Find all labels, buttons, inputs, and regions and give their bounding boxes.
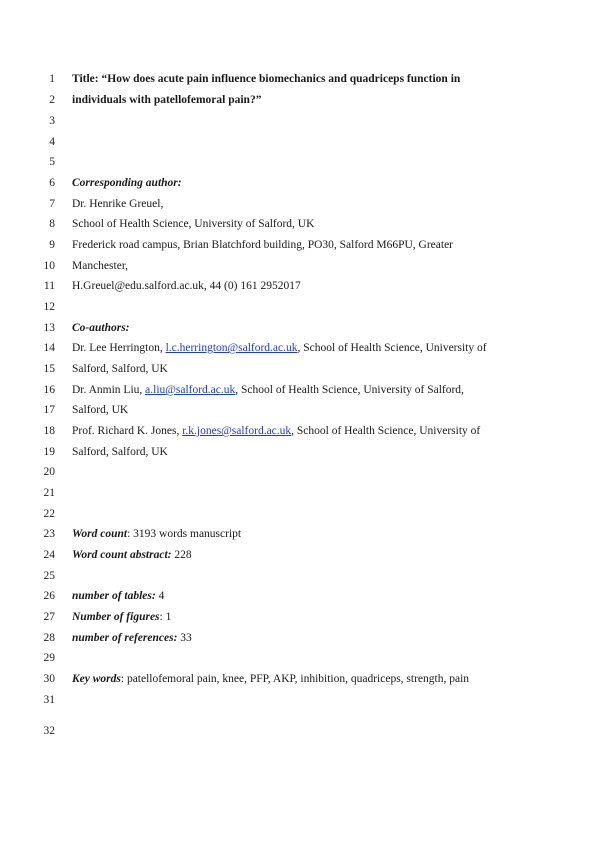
line-number: 12 [43,301,55,313]
line-26 [0,586,595,606]
line-9 [0,235,595,255]
title-label: Title: [72,73,99,85]
line-11 [0,276,595,296]
line-21 [0,483,595,503]
line-15 [0,359,595,379]
line-number: 18 [43,425,55,437]
coauthor-3-email-link[interactable]: r.k.jones@salford.ac.uk [182,425,292,437]
line-number: 25 [43,570,55,582]
coauthor-3-affiliation-cont: Salford, Salford, UK [72,446,168,458]
line-number: 5 [49,156,55,168]
line-4 [0,132,595,152]
line-number: 9 [49,239,55,251]
word-count-label: Word count [72,528,128,540]
line-7 [0,194,595,214]
line-number: 27 [43,611,55,623]
tables-count-label: number of tables: [72,590,156,602]
line-1 [0,69,595,89]
line-number: 29 [43,652,55,664]
line-number: 21 [43,487,55,499]
line-32 [0,721,595,741]
line-number: 31 [43,694,55,706]
line-3 [0,111,595,131]
line-number: 32 [43,725,55,737]
line-8 [0,214,595,234]
line-5 [0,152,595,172]
line-30 [0,669,595,689]
corresponding-address-2: Manchester, [72,260,129,272]
line-number: 19 [43,446,55,458]
line-25 [0,566,595,586]
line-number: 1 [49,73,55,85]
coauthor-2-email-link[interactable]: a.liu@salford.ac.uk [145,384,236,396]
line-number: 6 [49,177,55,189]
line-14 [0,338,595,358]
line-number: 17 [43,404,55,416]
line-28 [0,628,595,648]
line-number: 4 [49,136,55,148]
line-number: 23 [43,528,55,540]
line-12 [0,297,595,317]
line-number: 22 [43,508,55,520]
line-number: 14 [43,342,55,354]
line-22 [0,504,595,524]
keywords-value: : patellofemoral pain, knee, PFP, AKP, inhibition, quadriceps, strength, pain [120,673,470,685]
coauthor-3-affiliation: , School of Health Science, University of [291,425,481,437]
references-count-value: 33 [177,632,192,644]
line-20 [0,462,595,482]
line-23 [0,524,595,544]
coauthor-1-name: Dr. Lee Herrington, [72,342,166,354]
line-number: 8 [49,218,55,230]
coauthor-1-email-link[interactable]: l.c.herrington@salford.ac.uk [165,342,298,354]
coauthors-heading: Co-authors: [72,322,130,334]
line-29 [0,648,595,668]
title-line-1: “How does acute pain influence biomechanics and quadriceps function in [98,73,461,85]
tables-count-value: 4 [155,590,165,602]
coauthor-1-affiliation: , School of Health Science, University of [297,342,487,354]
corresponding-affiliation: School of Health Science, University of Salford, UK [72,218,315,230]
coauthor-2-affiliation-cont: Salford, UK [72,404,129,416]
corresponding-name: Dr. Henrike Greuel, [72,198,164,210]
line-number: 16 [43,384,55,396]
line-number: 2 [49,94,55,106]
line-18 [0,421,595,441]
corresponding-address-1: Frederick road campus, Brian Blatchford building, PO30, Salford M66PU, Greater [72,239,454,251]
coauthor-3-name: Prof. Richard K. Jones, [72,425,183,437]
line-24 [0,545,595,565]
line-number: 26 [43,590,55,602]
line-number: 11 [43,280,55,292]
abstract-count-label: Word count abstract: [72,549,172,561]
line-10 [0,256,595,276]
figures-count-value: : 1 [159,611,172,623]
references-count-label: number of references: [72,632,178,644]
line-number: 30 [43,673,55,685]
figures-count-label: Number of figures [72,611,160,623]
line-16 [0,380,595,400]
line-number: 3 [49,115,55,127]
line-number: 7 [49,198,55,210]
title-line-2: individuals with patellofemoral pain?” [72,94,262,106]
abstract-count-value: 228 [171,549,192,561]
line-2 [0,90,595,110]
coauthor-2-affiliation: , School of Health Science, University of Salford, [235,384,464,396]
line-27 [0,607,595,627]
coauthor-1-affiliation-cont: Salford, Salford, UK [72,363,168,375]
line-13 [0,318,595,338]
line-31 [0,690,595,710]
line-number: 15 [43,363,55,375]
line-6 [0,173,595,193]
keywords-label: Key words [72,673,121,685]
line-19 [0,442,595,462]
line-number: 13 [43,322,55,334]
corresponding-contact: H.Greuel@edu.salford.ac.uk, 44 (0) 161 2952017 [72,280,301,292]
line-number: 10 [43,260,55,272]
line-number: 20 [43,466,55,478]
word-count-value: : 3193 words manuscript [127,528,242,540]
line-number: 28 [43,632,55,644]
coauthor-2-name: Dr. Anmin Liu, [72,384,146,396]
line-17 [0,400,595,420]
line-number: 24 [43,549,55,561]
corresponding-heading: Corresponding author: [72,177,182,189]
